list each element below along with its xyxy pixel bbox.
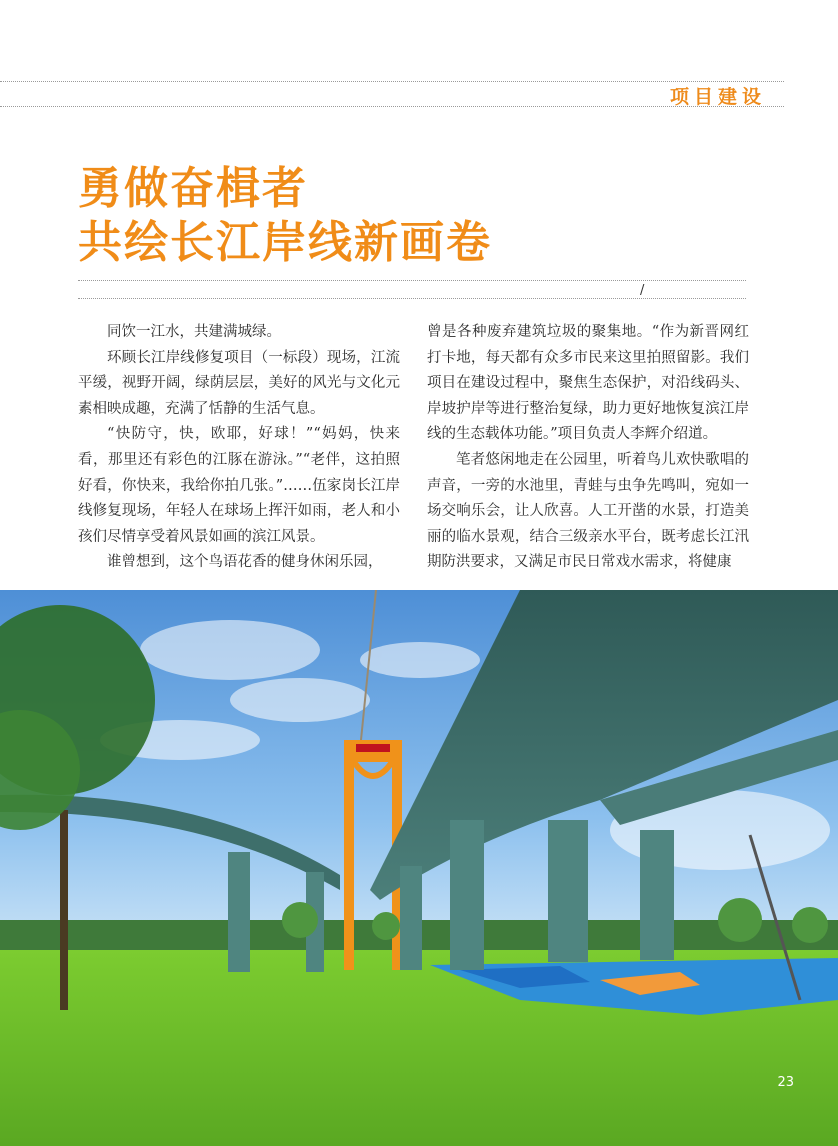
page-number: 23 bbox=[777, 1075, 794, 1090]
section-label: 项目建设 bbox=[669, 86, 766, 108]
bridge-park-photo bbox=[0, 590, 838, 1146]
paragraph: 环顾长江岸线修复项目（一标段）现场，江流平缓，视野开阔，绿荫层层，美好的风光与文化元素相映成趣，充满了恬静的生活气息。 bbox=[78, 349, 400, 417]
headline-line-2: 共绘长江岸线新画卷 bbox=[78, 217, 492, 268]
byline-rule-top bbox=[78, 280, 746, 281]
byline-rule-bottom bbox=[78, 298, 746, 299]
paragraph: 曾是各种废弃建筑垃圾的聚集地。“作为新晋网红打卡地，每天都有众多市民来这里拍照留影。我们项目在建设过程中，聚焦生态保护，对沿线码头、岸坡护岸等进行整治复绿，助力更好地恢复滨江岸线的生态载体功能。”项目负责人李辉介绍道。 bbox=[427, 324, 749, 443]
byline-separator: / bbox=[640, 283, 645, 298]
paragraph: 笔者悠闲地走在公园里，听着鸟儿欢快歌唱的声音，一旁的水池里，青蛙与虫争先鸣叫，宛如一场交响乐会，让人欣喜。人工开凿的水景，打造美丽的临水景观，结合三级亲水平台，既考虑长江汛期防洪要求，又满足市民日常戏水需求，将健康 bbox=[427, 451, 749, 571]
top-rule-2 bbox=[0, 106, 784, 107]
paragraph: 同饮一江水，共建满城绿。 bbox=[107, 324, 281, 340]
headline-line-1: 勇做奋楫者 bbox=[78, 163, 308, 214]
bridge-sign-icon bbox=[356, 744, 390, 752]
body-column-right bbox=[427, 320, 749, 576]
body-column-left bbox=[78, 320, 400, 576]
top-rule-1 bbox=[0, 81, 784, 82]
paragraph: “快防守，快，欧耶，好球！”“妈妈，快来看，那里还有彩色的江豚在游泳。”“老伴，这拍照好看，你快来，我给你拍几张。”……伍家岗长江岸线修复现场，年轻人在球场上挥汗如雨，老人和小孩们尽情享受着风景如画的滨江风景。 bbox=[78, 426, 400, 545]
paragraph: 谁曾想到，这个鸟语花香的健身休闲乐园， bbox=[107, 554, 383, 571]
